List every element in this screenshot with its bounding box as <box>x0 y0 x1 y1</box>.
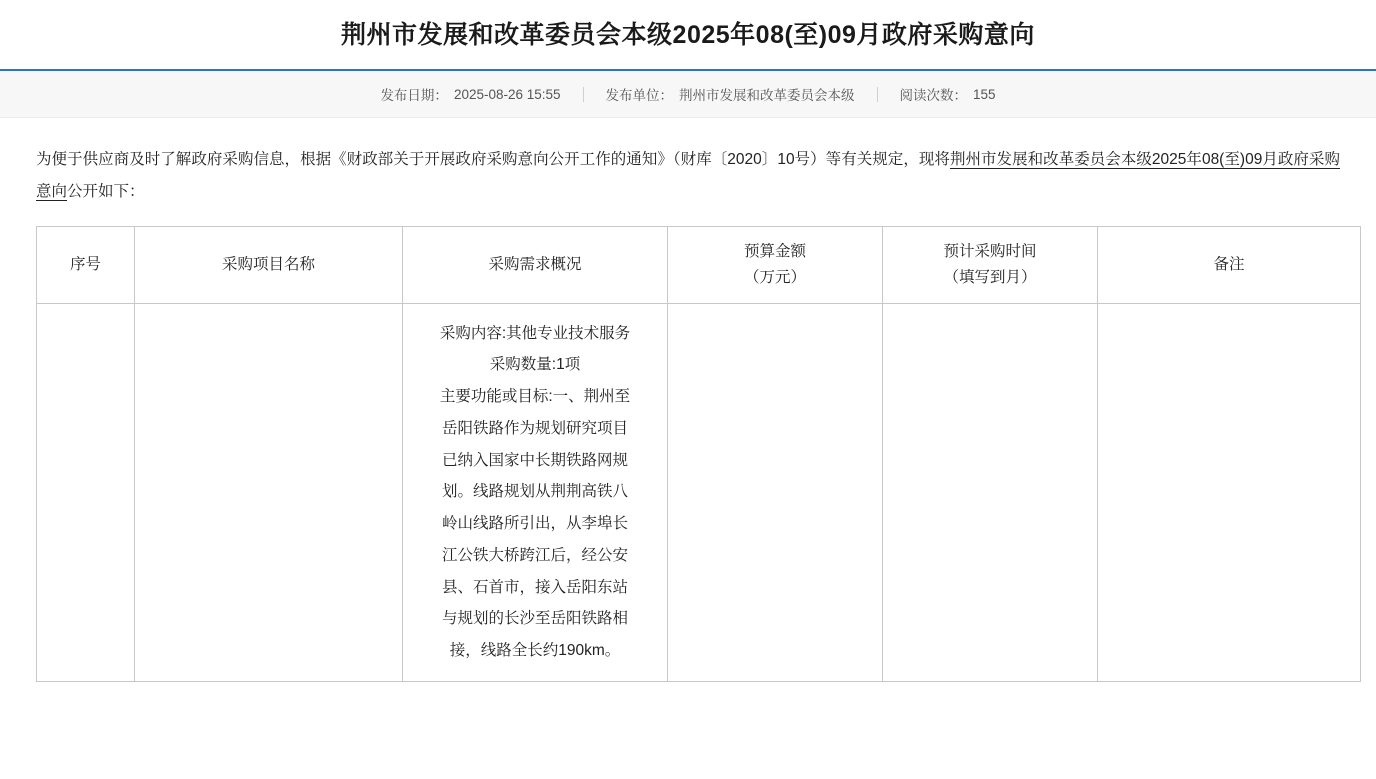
requirement-line: 采购内容:其他专业技术服务 <box>439 324 631 342</box>
meta-divider <box>583 87 584 102</box>
publisher-label: 发布单位： <box>605 88 674 103</box>
procurement-table-wrap <box>0 216 1376 682</box>
title-section <box>0 0 1376 71</box>
header-line-1: 预计采购时间 <box>943 242 1037 260</box>
cell-requirement <box>403 303 668 681</box>
column-header-budget <box>668 226 883 303</box>
procurement-table <box>36 226 1361 682</box>
intro-paragraph <box>0 118 1376 216</box>
column-header-requirement <box>403 226 668 303</box>
publisher-value: 荆州市发展和改革委员会本级 <box>679 88 855 103</box>
column-header-note <box>1098 226 1361 303</box>
header-line-1: 采购项目名称 <box>221 255 315 273</box>
cell-budget <box>668 303 883 681</box>
page-title: 荆州市发展和改革委员会本级2025年08(至)09月政府采购意向 <box>341 21 1035 49</box>
requirement-line: 划。线路规划从荆荆高铁八 <box>441 483 628 501</box>
column-header-time <box>883 226 1098 303</box>
header-line-1: 备注 <box>1213 255 1245 273</box>
intro-text-underlined: 荆州市发展和改革委员会本级2025年08(至)09月政府采购意向 <box>36 151 1340 200</box>
intro-text-part1: 为便于供应商及时了解政府采购信息，根据《财政部关于开展政府采购意向公开工作的通知》（财库〔2020〕10号）等有关规定，现将 <box>36 151 950 168</box>
meta-views <box>900 84 996 104</box>
column-header-project-name <box>135 226 403 303</box>
column-header-no <box>37 226 135 303</box>
publish-date-label: 发布日期： <box>380 88 448 103</box>
requirement-line: 接，线路全长约190km。 <box>449 642 621 660</box>
meta-divider <box>877 87 878 102</box>
meta-publisher <box>606 84 855 104</box>
meta-publish-date <box>380 84 560 104</box>
views-value: 155 <box>973 86 996 102</box>
header-line-2: （填写到月） <box>943 268 1037 286</box>
requirement-line: 岳阳铁路作为规划研究项目 <box>441 419 628 437</box>
header-line-2: （万元） <box>743 268 806 286</box>
document-meta-bar <box>0 71 1376 118</box>
views-label: 阅读次数： <box>899 88 968 103</box>
intro-text-part2: 公开如下： <box>67 182 145 200</box>
publish-date-value: 2025-08-26 15:55 <box>453 86 561 102</box>
header-line-1: 预算金额 <box>743 242 806 260</box>
header-line-1: 序号 <box>69 255 101 273</box>
cell-project-name <box>135 303 403 681</box>
table-row <box>37 303 1361 681</box>
requirement-line: 与规划的长沙至岳阳铁路相 <box>441 610 628 628</box>
table-header-row <box>37 226 1361 303</box>
requirement-line: 已纳入国家中长期铁路网规 <box>441 451 628 469</box>
cell-time <box>883 303 1098 681</box>
requirement-line: 县、石首市，接入岳阳东站 <box>441 578 628 596</box>
requirement-line: 江公铁大桥跨江后，经公安 <box>441 546 628 564</box>
requirement-line: 岭山线路所引出，从李埠长 <box>441 515 628 533</box>
header-line-1: 采购需求概况 <box>488 255 582 273</box>
cell-note <box>1098 303 1361 681</box>
requirement-line: 主要功能或目标:一、荆州至 <box>439 388 631 406</box>
requirement-line: 采购数量:1项 <box>489 356 581 374</box>
cell-no <box>37 303 135 681</box>
